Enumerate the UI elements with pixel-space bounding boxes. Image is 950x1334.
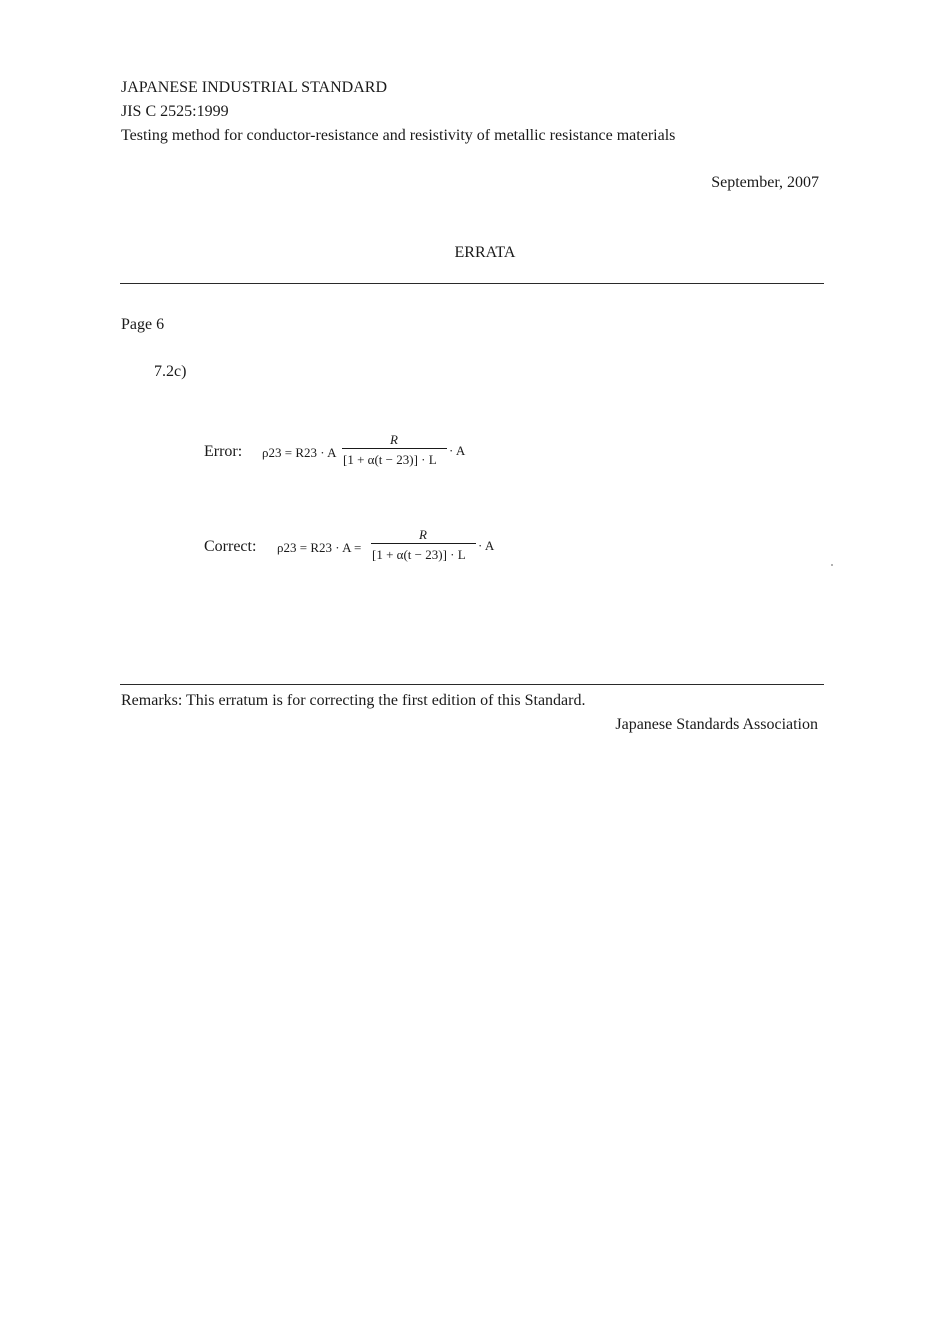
standard-number: JIS C 2525:1999 bbox=[121, 103, 229, 120]
correct-label: Correct: bbox=[204, 538, 257, 555]
correct-formula-tail: · A bbox=[478, 538, 495, 553]
remarks-note: Remarks: This erratum is for correcting the first edition of this Standard. bbox=[121, 692, 586, 709]
publisher-name: Japanese Standards Association bbox=[615, 716, 818, 733]
errata-heading: ERRATA bbox=[454, 244, 516, 261]
error-label: Error: bbox=[204, 443, 243, 460]
error-formula-denominator: [1 + α(t − 23)] · L bbox=[343, 452, 437, 467]
top-divider bbox=[120, 283, 824, 284]
correct-formula-lhs: ρ23 = R23 · A = bbox=[277, 540, 362, 555]
correct-formula-denominator: [1 + α(t − 23)] · L bbox=[372, 547, 466, 562]
error-formula-numerator: R bbox=[390, 432, 398, 447]
error-formula-lhs: ρ23 = R23 · A bbox=[262, 445, 337, 460]
issue-date: September, 2007 bbox=[711, 174, 819, 191]
correct-fraction-bar bbox=[371, 543, 476, 544]
standard-subject: Testing method for conductor-resistance and resistivity of metallic resistance materials bbox=[121, 127, 676, 144]
section-reference: 7.2c) bbox=[154, 363, 187, 380]
error-fraction-bar bbox=[342, 448, 447, 449]
bottom-divider bbox=[120, 684, 824, 685]
page-reference: Page 6 bbox=[121, 316, 165, 333]
correct-formula-numerator: R bbox=[419, 527, 427, 542]
error-formula-tail: · A bbox=[449, 443, 466, 458]
standard-title: JAPANESE INDUSTRIAL STANDARD bbox=[121, 79, 387, 96]
scan-speck bbox=[831, 564, 833, 566]
